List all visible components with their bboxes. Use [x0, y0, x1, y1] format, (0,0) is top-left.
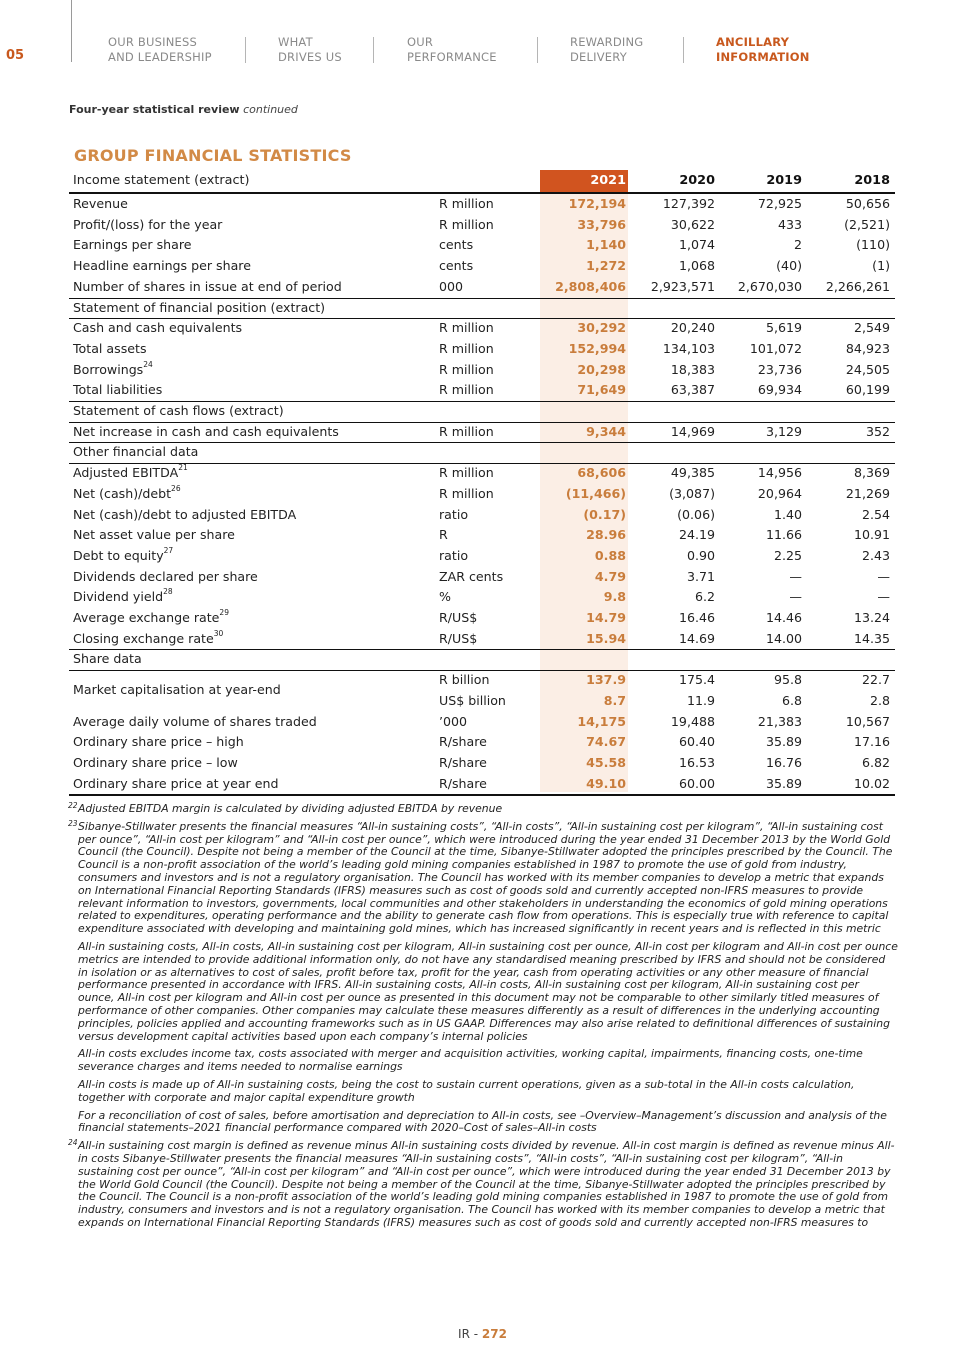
row-unit: R million	[439, 196, 494, 211]
row-value: (110)	[856, 237, 890, 253]
nav-separator	[245, 37, 246, 63]
row-label: Ordinary share price – high	[73, 734, 244, 750]
row-value: 6.2	[694, 589, 715, 605]
row-value: 10.02	[853, 775, 890, 791]
row-unit: R million	[439, 340, 494, 356]
row-label: Total assets	[73, 340, 147, 356]
nav-line2: AND LEADERSHIP	[108, 50, 212, 64]
row-value: (0.17)	[583, 506, 626, 522]
table-rule	[69, 649, 895, 650]
row-value: 20,240	[670, 320, 715, 336]
row-value: 16.53	[678, 754, 715, 770]
row-unit: R million	[439, 382, 494, 398]
footnote-number: 22	[68, 801, 78, 810]
header-divider	[71, 0, 72, 62]
row-unit: R/US$	[439, 630, 478, 646]
nav-line1: OUR	[407, 35, 434, 49]
row-value: 101,072	[749, 340, 802, 356]
row-label: Average exchange rate$^{29}$	[73, 608, 229, 625]
row-label: Dividend yield$^{28}$	[73, 587, 173, 605]
row-unit: R billion	[439, 672, 490, 688]
row-value: 134,103	[662, 340, 715, 356]
year-header: 2019	[766, 173, 802, 188]
row-value: 33,796	[577, 216, 626, 232]
row-unit: R/US$	[439, 610, 478, 625]
nav-line1: ANCILLARY	[716, 35, 790, 49]
row-value: 175.4	[678, 672, 715, 688]
row-value: 60.00	[678, 775, 715, 791]
row-value: 0.88	[594, 547, 626, 563]
row-value: 35.89	[765, 734, 802, 750]
market-cap-label	[69, 680, 895, 701]
footnote	[68, 1110, 898, 1136]
footnote-number: 23	[68, 818, 78, 828]
row-value: —	[789, 568, 802, 584]
table-row	[69, 774, 895, 795]
row-value: 71,649	[577, 382, 626, 398]
row-label: Borrowings$^{24}$	[73, 359, 153, 377]
footnote	[68, 1048, 898, 1074]
row-value: 2,808,406	[555, 278, 626, 294]
footnote-ref: 24	[143, 359, 153, 369]
page-subtitle	[69, 103, 298, 116]
nav-separator	[683, 37, 684, 63]
row-value: 17.16	[853, 734, 890, 750]
row-value: 2,923,571	[650, 278, 715, 294]
row-value: 352	[865, 423, 890, 439]
row-value: 74.67	[586, 734, 626, 750]
table-row	[69, 484, 895, 505]
row-value: 14.69	[678, 630, 715, 646]
row-value: 84,923	[845, 340, 890, 356]
row-value: 14,956	[757, 465, 802, 481]
nav-what-drives-us[interactable]	[278, 35, 342, 65]
row-value: —	[789, 589, 802, 605]
section-title: GROUP FINANCIAL STATISTICS	[74, 146, 352, 165]
row-value: 22.7	[861, 672, 890, 688]
table-row	[69, 360, 895, 381]
row-unit: %	[439, 589, 451, 605]
row-label: Market capitalisation at year-end	[73, 682, 281, 698]
table-row	[69, 463, 895, 484]
row-value: 9,344	[586, 423, 626, 439]
footnote	[68, 803, 898, 816]
row-value: 14.46	[765, 610, 802, 625]
nav-separator	[373, 37, 374, 63]
table-row	[69, 525, 895, 546]
row-value: 8.7	[603, 692, 626, 708]
row-unit: ZAR cents	[439, 568, 504, 584]
row-value: 3,129	[765, 423, 802, 439]
row-value: 16.46	[678, 610, 715, 625]
row-unit: R/share	[439, 734, 487, 750]
table-section-header	[69, 442, 895, 463]
row-value: 13.24	[853, 610, 890, 625]
row-label: Cash and cash equivalents	[73, 320, 243, 336]
footnote	[68, 1140, 898, 1230]
row-value: —	[877, 589, 890, 605]
nav-line1: OUR BUSINESS	[108, 35, 197, 49]
year-header: 2021	[590, 173, 626, 188]
row-value: 72,925	[757, 196, 802, 211]
table-header-row	[69, 170, 895, 192]
row-value: 14.00	[765, 630, 802, 646]
row-unit: R/share	[439, 754, 487, 770]
row-value: 60,199	[845, 382, 890, 398]
footnote-text: All-in costs is made up of All-in sustaining costs, being the cost to sustain current operations, given as a sub-total in the All-in costs calculation, together with corporate and major capital expenditure growth	[78, 1077, 855, 1104]
row-label: Adjusted EBITDA$^{21}$	[73, 463, 188, 481]
nav-rewarding-delivery[interactable]	[570, 35, 643, 65]
nav-line1: REWARDING	[570, 35, 644, 49]
row-value: 0.90	[686, 547, 715, 563]
row-value: 2.54	[861, 506, 890, 522]
row-value: 14.79	[586, 610, 626, 625]
footnote-text: For a reconciliation of cost of sales, before amortisation and depreciation to All-in costs, see –Overview–Management’s discussion and analysis of the financial statements–2021 financial performance compared with 2020–Cost of sales–All-in costs	[78, 1108, 887, 1135]
row-unit: US$ billion	[439, 692, 506, 708]
footnotes	[68, 803, 898, 1235]
table-rule	[69, 401, 895, 402]
footnote-text: All-in costs excludes income tax, costs associated with merger and acquisition activities, working capital, impairments, financing costs, one-time severance charges and items needed to normalise earnings	[78, 1047, 863, 1074]
table-row	[69, 567, 895, 588]
row-value: 433	[777, 216, 802, 232]
row-value: 20,298	[577, 361, 626, 377]
row-value: 1,272	[586, 258, 626, 274]
row-value: 3.71	[686, 568, 715, 584]
table-row	[69, 753, 895, 774]
row-value: 28.96	[586, 527, 626, 543]
row-value: —	[877, 568, 890, 584]
row-label: Other financial data	[73, 444, 199, 460]
row-value: (40)	[776, 258, 802, 274]
row-unit: R	[439, 527, 448, 543]
row-value: 2,266,261	[825, 278, 890, 294]
row-value: 16.76	[765, 754, 802, 770]
row-value: 2.8	[869, 692, 890, 708]
nav-separator	[537, 37, 538, 63]
row-value: 45.58	[586, 754, 626, 770]
row-value: 19,488	[670, 713, 715, 729]
footnote-ref: 21	[178, 463, 188, 473]
row-value: 49,385	[670, 465, 715, 481]
nav-line2: INFORMATION	[716, 50, 810, 64]
row-unit: R million	[439, 485, 494, 501]
footnote-text: All-in sustaining cost margin is defined as revenue minus All-in sustaining costs divided by revenue. All-in cost margin is defined as revenue minus All-in costs Sibanye-Stillwater presents the financial measures “All-in sustaining costs”, “All-in costs”, “All-in sustaining cost per kilogram”, “All-in sustaining cost per ounce”, “All-in cost per kilogram” and “All-in cost per ounce”, which were introduced during the year ended 31 December 2013 by the World Gold Council (the Council). Despite not being a member of the Council at the time, Sibanye-Stillwater adopted the principles prescribed by the Council. The Council is a non-profit association of the world’s leading gold mining companies established in 1987 to promote the use of gold from industry, consumers and investors and is not a regulatory organisation. The Council has worked with its member companies to develop a metric that expands on International Financial Reporting Standards (IFRS) measures such as cost of goods sold and currently accepted non-IFRS measures to	[78, 1139, 895, 1229]
table-row	[69, 194, 895, 215]
nav-ancillary-information[interactable]	[716, 35, 810, 65]
table-row	[69, 256, 895, 277]
row-value: 4.79	[594, 568, 626, 584]
table-section-header	[69, 298, 895, 319]
row-value: (1)	[872, 258, 890, 274]
footnote-text: Sibanye-Stillwater presents the financial measures “All-in sustaining costs”, “All-in costs”, “All-in sustaining cost per kilogram”, “All-in sustaining cost per ounce”, “All-in cost per kilogram” and “All-in cost per ounce”, which were introduced during the year ended 31 December 2013 by the World Gold Council (the Council). Despite not being a member of the Council at the time, Sibanye-Stillwater adopted the principles prescribed by the Council. The Council is a non-profit association of the world’s leading gold mining companies established in 1987 to promote the use of gold from industry, consumers and investors and is not a regulatory organisation. The Council has worked with its member companies to develop a metric that expands on International Financial Reporting Standards (IFRS) measures such as cost of goods sold and currently accepted non-IFRS measures to provide relevant information to investors, governments, local communities and other stakeholders in understanding the economics of gold mining operations related to expenditures, operating performance and the ability to generate cash flow from operations. This is especially true with reference to capital expenditure associated with developing and maintaining gold mines, which has increased significantly in recent years and is reflected in this metric	[78, 819, 893, 936]
row-value: 35.89	[765, 775, 802, 791]
table-rule	[69, 794, 895, 796]
row-value: 6.8	[781, 692, 802, 708]
row-value: 1,140	[586, 237, 626, 253]
section-number: 05	[6, 48, 25, 63]
table-row	[69, 608, 895, 629]
row-value: 10.91	[853, 527, 890, 543]
row-value: 14,175	[577, 713, 626, 729]
row-unit: ’000	[439, 713, 468, 729]
row-value: 30,622	[670, 216, 715, 232]
row-value: 2,670,030	[737, 278, 802, 294]
row-value: 23,736	[757, 361, 802, 377]
row-label: Closing exchange rate$^{30}$	[73, 628, 224, 646]
row-label: Number of shares in issue at end of period	[73, 278, 342, 294]
row-label: Total liabilities	[73, 382, 163, 398]
nav-line2: PERFORMANCE	[407, 50, 497, 64]
table-row	[69, 422, 895, 443]
table-row	[69, 546, 895, 567]
table-section-header	[69, 401, 895, 422]
row-value: 1,074	[678, 237, 715, 253]
row-value: 95.8	[773, 672, 802, 688]
row-label: Dividends declared per share	[73, 568, 258, 584]
footnote-ref: 29	[219, 608, 229, 617]
row-unit: cents	[439, 237, 474, 253]
row-value: 63,387	[670, 382, 715, 398]
row-label: Share data	[73, 651, 142, 667]
row-label: Statement of cash flows (extract)	[73, 403, 284, 418]
row-value: 15.94	[586, 630, 626, 646]
subtitle-continued: continued	[243, 103, 298, 116]
row-value: 2	[793, 237, 802, 253]
row-value: 68,606	[577, 465, 626, 481]
row-value: 14.35	[853, 630, 890, 646]
row-label: Net asset value per share	[73, 527, 235, 543]
table-rule	[69, 442, 895, 443]
row-label: Net increase in cash and cash equivalents	[73, 423, 339, 439]
row-value: 2.43	[861, 547, 890, 563]
footnote-text: Adjusted EBITDA margin is calculated by dividing adjusted EBITDA by revenue	[78, 802, 503, 815]
row-unit: cents	[439, 258, 474, 274]
row-label: Ordinary share price at year end	[73, 775, 279, 791]
row-label: Statement of financial position (extract)	[73, 299, 326, 315]
row-value: 137.9	[586, 672, 626, 688]
nav-line2: DELIVERY	[570, 50, 627, 64]
row-value: 2,549	[853, 320, 890, 336]
row-label: Ordinary share price – low	[73, 754, 238, 770]
footnote	[68, 941, 898, 1043]
footnote-ref: 28	[163, 587, 173, 597]
nav-line1: WHAT	[278, 35, 313, 49]
row-value: 24,505	[845, 361, 890, 377]
row-value: 49.10	[586, 775, 626, 791]
footer-page-number: 272	[481, 1327, 507, 1341]
nav-line2: DRIVES US	[278, 50, 342, 64]
nav-our-performance[interactable]	[407, 35, 497, 65]
table-section-header	[69, 649, 895, 670]
row-unit: R million	[439, 216, 494, 232]
row-label: Earnings per share	[73, 237, 192, 253]
table-row	[69, 318, 895, 339]
row-value: 60.40	[678, 734, 715, 750]
table-row	[69, 235, 895, 256]
row-value: 8,369	[853, 465, 890, 481]
header-label: Income statement (extract)	[73, 173, 250, 188]
table-row	[69, 505, 895, 526]
footnote-ref: 26	[171, 483, 181, 493]
row-value: 127,392	[662, 196, 715, 211]
row-value: 11.66	[765, 527, 802, 543]
row-unit: R million	[439, 361, 494, 377]
row-value: (2,521)	[844, 216, 890, 232]
footer-prefix: IR -	[458, 1327, 482, 1341]
row-value: 30,292	[577, 320, 626, 336]
row-value: 21,269	[845, 485, 890, 501]
footnote-ref: 30	[213, 628, 224, 638]
row-unit: R million	[439, 423, 494, 439]
table-rule	[69, 298, 895, 299]
footnote-ref: 27	[163, 545, 174, 555]
table-row	[69, 732, 895, 753]
row-label: Revenue	[73, 196, 128, 211]
row-value: 14,969	[670, 423, 715, 439]
table-row	[69, 712, 895, 733]
page-footer	[0, 1327, 965, 1341]
table-row	[69, 629, 895, 650]
row-value: 1,068	[678, 258, 715, 274]
row-unit: R million	[439, 465, 494, 481]
row-label: Debt to equity$^{27}$	[73, 545, 174, 563]
row-value: 18,383	[670, 361, 715, 377]
row-label: Net (cash)/debt$^{26}$	[73, 483, 181, 501]
table-row	[69, 587, 895, 608]
table-row	[69, 215, 895, 236]
row-value: 2.25	[773, 547, 802, 563]
row-value: 172,194	[568, 196, 626, 211]
row-unit: R million	[439, 320, 494, 336]
row-value: 5,619	[765, 320, 802, 336]
year-header: 2018	[854, 173, 890, 188]
row-unit: ratio	[439, 506, 469, 522]
row-value: 10,567	[845, 713, 890, 729]
footnote-text: All-in sustaining costs, All-in costs, All-in sustaining cost per kilogram, All-in sustaining cost per ounce, All-in cost per kilogram and All-in cost per ounce metrics are intended to provide additional information only, do not have any standardised meaning prescribed by IFRS and should not be considered in isolation or as alternatives to cost of sales, profit before tax, profit for the year, cash from operating activities or any other measure of financial performance presented in accordance with IFRS. All-in sustaining costs, All-in costs, All-in sustaining cost per kilogram, All-in sustaining cost per ounce, All-in cost per kilogram and All-in cost per ounce as presented in this document may not be comparable to other similarly titled measures of performance of other companies. Other companies may calculate these measures differently as a result of differences in the underlying accounting principles, policies applied and accounting frameworks such as in US GAAP. Differences may also arise related to definitional differences of sustaining versus development capital activities based upon each company’s internal policies	[78, 939, 898, 1043]
row-value: (3,087)	[669, 485, 715, 501]
row-value: 9.8	[603, 589, 626, 605]
row-value: 1.40	[773, 506, 802, 522]
subtitle-main: Four-year statistical review	[69, 103, 240, 116]
row-value: (11,466)	[565, 485, 626, 501]
table-row	[69, 380, 895, 401]
row-unit: R/share	[439, 775, 487, 791]
row-unit: ratio	[439, 547, 469, 563]
footnote-number: 24	[68, 1138, 78, 1148]
row-label: Headline earnings per share	[73, 258, 251, 274]
row-value: 50,656	[845, 196, 890, 211]
row-value: 11.9	[686, 692, 715, 708]
row-value: 24.19	[678, 527, 715, 543]
row-unit: 000	[439, 278, 464, 294]
row-label: Average daily volume of shares traded	[73, 713, 317, 729]
row-value: 21,383	[757, 713, 802, 729]
row-label: Profit/(loss) for the year	[73, 216, 223, 232]
table-row	[69, 277, 895, 298]
footnote	[68, 818, 898, 936]
row-value: 20,964	[757, 485, 802, 501]
year-header: 2020	[679, 173, 715, 188]
nav-our-business[interactable]	[108, 35, 212, 65]
row-value: 152,994	[568, 340, 626, 356]
row-label: Net (cash)/debt to adjusted EBITDA	[73, 506, 297, 522]
row-value: 6.82	[861, 754, 890, 770]
row-value: (0.06)	[677, 506, 715, 522]
table-row	[69, 339, 895, 360]
footnote	[68, 1079, 898, 1105]
row-value: 69,934	[757, 382, 802, 398]
